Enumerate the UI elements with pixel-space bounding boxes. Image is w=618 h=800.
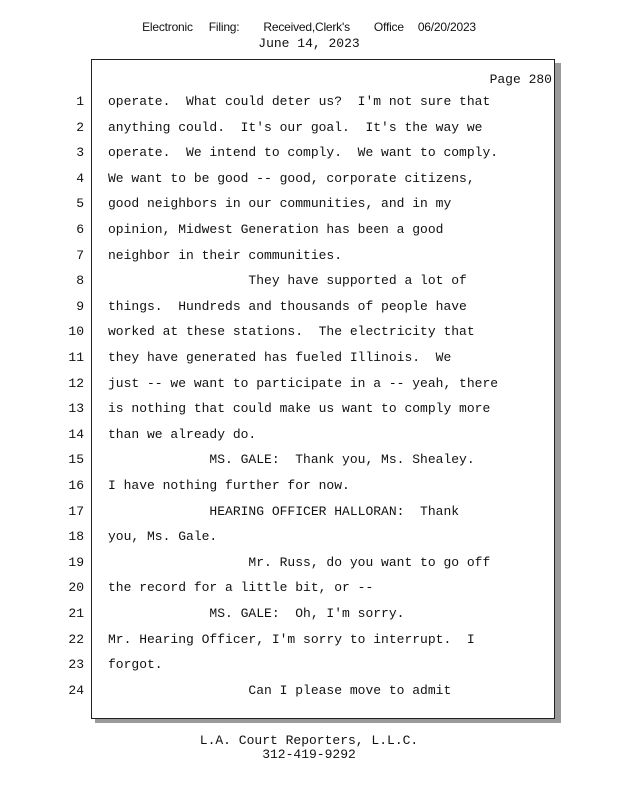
line-number: 9 (76, 298, 84, 314)
line-number: 15 (68, 452, 84, 468)
transcript-line (0, 273, 560, 299)
line-text: neighbor in their communities. (108, 247, 343, 263)
stamp-word: Electronic (142, 20, 193, 34)
line-number: 12 (68, 375, 84, 391)
line-text: just -- we want to participate in a -- yeah, there (108, 375, 499, 391)
line-number: 3 (76, 145, 84, 161)
line-text: forgot. (108, 657, 163, 673)
line-number: 17 (68, 503, 84, 519)
line-text: worked at these stations. The electricity that (108, 324, 475, 340)
line-text: they have generated has fueled Illinois. We (108, 350, 452, 365)
stamp-word: Office (373, 20, 404, 34)
transcript-line (0, 196, 560, 222)
line-text: the record for a little bit, or -- (108, 580, 374, 596)
transcript-line (0, 529, 560, 555)
line-number: 18 (68, 529, 84, 545)
transcript-line (0, 171, 560, 197)
transcript-line (0, 120, 560, 146)
transcript-line (0, 657, 560, 683)
line-number: 10 (68, 324, 84, 340)
line-text: good neighbors in our communities, and in my (108, 196, 452, 212)
line-text: than we already do. (108, 426, 257, 442)
transcript-line (0, 683, 560, 709)
line-number: 22 (68, 631, 84, 647)
line-text: MS. GALE: Oh, I'm sorry. (108, 606, 405, 621)
line-number: 19 (68, 554, 84, 570)
transcript-line (0, 222, 560, 248)
page-number: Page 280 (489, 72, 552, 87)
line-text: you, Ms. Gale. (108, 529, 218, 545)
transcript-line (0, 555, 560, 581)
line-text: anything could. It's our goal. It's the way we (108, 119, 483, 135)
transcript-line (0, 401, 560, 427)
stamp-word: Filing: (208, 20, 240, 34)
transcript-line (0, 324, 560, 350)
transcript-line (0, 376, 560, 402)
line-text: They have supported a lot of (108, 273, 467, 289)
line-text: is nothing that could make us want to comply more (108, 401, 491, 417)
line-number: 1 (76, 94, 84, 109)
transcript-line (0, 606, 560, 632)
reporter-company: L.A. Court Reporters, L.L.C. (199, 733, 419, 748)
line-number: 21 (68, 606, 84, 621)
stamp-word: Received, (263, 20, 315, 34)
transcript-line (0, 248, 560, 274)
line-number: 8 (76, 273, 84, 289)
line-text: Mr. Hearing Officer, I'm sorry to interrupt. I (108, 631, 475, 647)
line-number: 5 (76, 196, 84, 212)
line-number: 2 (76, 119, 84, 135)
line-number: 7 (76, 247, 84, 263)
line-number: 4 (76, 170, 84, 186)
transcript-line (0, 452, 560, 478)
line-text: opinion, Midwest Generation has been a good (108, 222, 444, 237)
line-number: 20 (68, 580, 84, 596)
line-number: 11 (68, 350, 84, 365)
electronic-filing-stamp (0, 20, 618, 34)
stamp-word: 06/20/2023 (417, 20, 476, 34)
transcript-line (0, 145, 560, 171)
line-text: things. Hundreds and thousands of people have (108, 298, 467, 314)
stamp-word: Clerk's (314, 20, 350, 34)
line-text: operate. We intend to comply. We want to comply. (108, 145, 499, 161)
transcript-line (0, 350, 560, 376)
line-text: HEARING OFFICER HALLORAN: Thank (108, 503, 460, 519)
line-number: 23 (68, 657, 84, 673)
line-number: 14 (68, 426, 84, 442)
line-number: 6 (76, 222, 84, 237)
transcript-line (0, 580, 560, 606)
line-text: MS. GALE: Thank you, Ms. Shealey. (108, 452, 475, 468)
line-text: Can I please move to admit (108, 682, 452, 698)
line-text: We want to be good -- good, corporate citizens, (108, 170, 475, 186)
line-text: Mr. Russ, do you want to go off (108, 554, 491, 570)
transcript-line (0, 632, 560, 658)
transcript-line (0, 94, 560, 120)
transcript-line (0, 504, 560, 530)
line-text: operate. What could deter us? I'm not sure that (108, 94, 491, 109)
line-number: 24 (68, 682, 84, 698)
transcript-date: June 14, 2023 (258, 36, 360, 51)
line-number: 16 (68, 478, 84, 493)
reporter-phone: 312-419-9292 (262, 747, 356, 762)
transcript-line (0, 299, 560, 325)
line-number: 13 (68, 401, 84, 417)
line-text: I have nothing further for now. (108, 478, 350, 493)
transcript-line (0, 478, 560, 504)
transcript-line (0, 427, 560, 453)
